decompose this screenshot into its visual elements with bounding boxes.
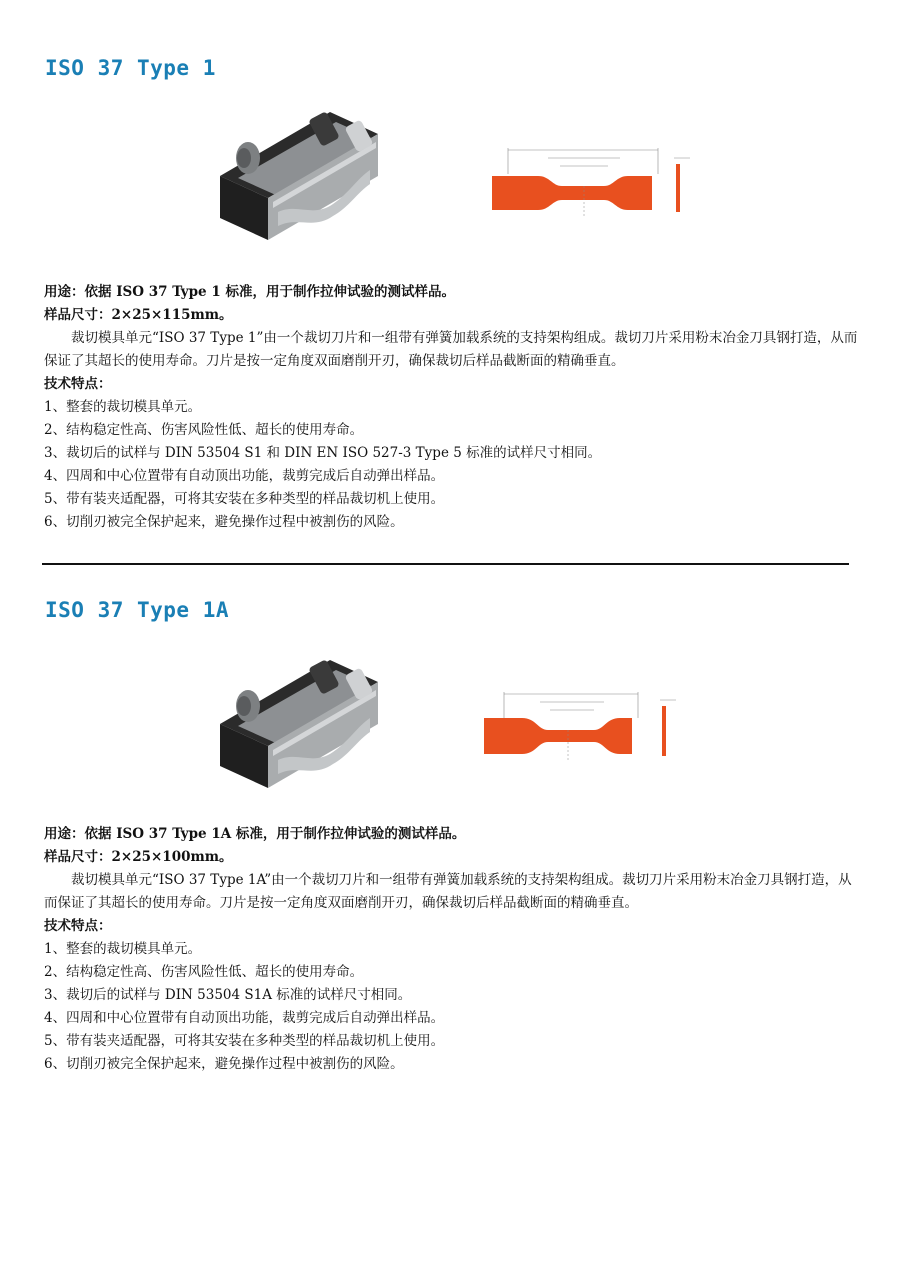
feature-item: 6、切削刃被完全保护起来，避免操作过程中被割伤的风险。 [44, 514, 404, 530]
feature-item: 1、整套的裁切模具单元。 [44, 399, 202, 415]
feature-item: 2、结构稳定性高、伤害风险性低、超长的使用寿命。 [44, 422, 364, 438]
feature-item: 5、带有装夹适配器，可将其安装在多种类型的样品裁切机上使用。 [44, 1033, 445, 1049]
feature-item: 5、带有装夹适配器，可将其安装在多种类型的样品裁切机上使用。 [44, 491, 445, 507]
features-heading: 技术特点： [44, 918, 112, 934]
feature-item: 3、裁切后的试样与 DIN 53504 S1 和 DIN EN ISO 527-3 Type 5 标准的试样尺寸相同。 [44, 445, 602, 461]
section-body [44, 823, 859, 1076]
description-paragraph: 裁切模具单元“ISO 37 Type 1”由一个裁切刀片和一组带有弹簧加载系统的支持架构组成。裁切刀片采用粉末冶金刀具钢打造，从而保证了其超长的使用寿命。刀片是按一定角度双面磨削开刃，确保裁切后样品截断面的精确垂直。 [44, 330, 858, 369]
dumbbell-specimen-drawing [478, 146, 698, 226]
section-title: ISO 37 Type 1 [45, 56, 216, 80]
sample-size-line: 样品尺寸：2×25×100mm。 [44, 849, 233, 865]
section-divider [42, 563, 849, 565]
usage-line: 用途：依据 ISO 37 Type 1A 标准，用于制作拉伸试验的测试样品。 [44, 826, 466, 842]
feature-item: 4、四周和中心位置带有自动顶出功能，裁剪完成后自动弹出样品。 [44, 468, 445, 484]
feature-item: 6、切削刃被完全保护起来，避免操作过程中被割伤的风险。 [44, 1056, 404, 1072]
section-body [44, 281, 859, 534]
feature-item: 1、整套的裁切模具单元。 [44, 941, 202, 957]
feature-item: 2、结构稳定性高、伤害风险性低、超长的使用寿命。 [44, 964, 364, 980]
feature-item: 4、四周和中心位置带有自动顶出功能，裁剪完成后自动弹出样品。 [44, 1010, 445, 1026]
sample-size-line: 样品尺寸：2×25×115mm。 [44, 307, 233, 323]
feature-item: 3、裁切后的试样与 DIN 53504 S1A 标准的试样尺寸相同。 [44, 987, 412, 1003]
section-title: ISO 37 Type 1A [45, 598, 230, 622]
usage-line: 用途：依据 ISO 37 Type 1 标准，用于制作拉伸试验的测试样品。 [44, 284, 455, 300]
features-heading: 技术特点： [44, 376, 112, 392]
cutting-die-image [218, 108, 380, 242]
dumbbell-specimen-drawing [478, 690, 688, 770]
description-paragraph: 裁切模具单元“ISO 37 Type 1A”由一个裁切刀片和一组带有弹簧加载系统的支持架构组成。裁切刀片采用粉末冶金刀具钢打造，从而保证了其超长的使用寿命。刀片是按一定角度双面磨削开刃，确保裁切后样品截断面的精确垂直。 [44, 872, 852, 911]
cutting-die-image [218, 656, 380, 790]
